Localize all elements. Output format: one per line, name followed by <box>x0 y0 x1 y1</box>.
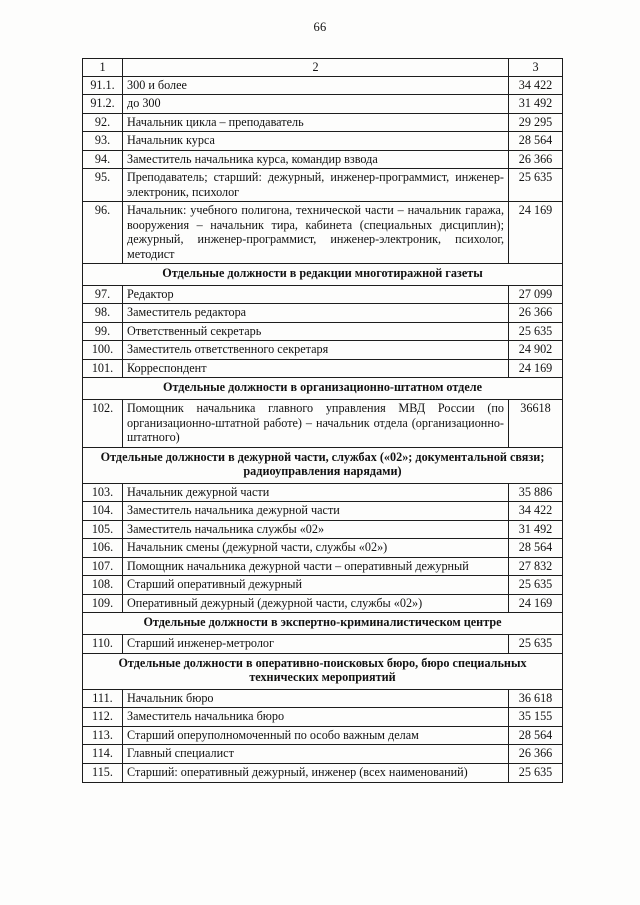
table-row <box>83 483 563 502</box>
table-row <box>83 322 563 341</box>
salary-value-cell: 28 564 <box>509 539 563 558</box>
column-header-number: 1 <box>83 59 123 77</box>
salary-value-cell: 34 422 <box>509 76 563 95</box>
salary-value-cell: 25 635 <box>509 322 563 341</box>
position-name-cell: Заместитель редактора <box>123 304 509 323</box>
table-row <box>83 576 563 595</box>
table-row <box>83 285 563 304</box>
section-title: Отдельные должности в организационно-штатном отделе <box>162 380 482 395</box>
row-number-cell: 97. <box>83 285 123 304</box>
row-number-cell: 114. <box>83 745 123 764</box>
section-title: Отдельные должности в экспертно-криминалистическом центре <box>143 615 502 630</box>
table-row <box>83 557 563 576</box>
position-name-cell: Начальник смены (дежурной части, службы «02») <box>123 539 509 558</box>
position-name-cell: Преподаватель; старший: дежурный, инженер-программист, инженер-электроник, психолог <box>123 169 509 202</box>
row-number-cell: 100. <box>83 341 123 360</box>
salary-value-cell: 25 635 <box>509 576 563 595</box>
salary-value-cell: 26 366 <box>509 745 563 764</box>
table-row <box>83 726 563 745</box>
table-row <box>83 708 563 727</box>
table-row <box>83 202 563 264</box>
salary-value-cell: 35 886 <box>509 483 563 502</box>
table-row <box>83 539 563 558</box>
salary-value-cell: 31 492 <box>509 95 563 114</box>
position-name-cell: Заместитель начальника курса, командир взвода <box>123 150 509 169</box>
salary-value-cell: 28 564 <box>509 726 563 745</box>
table-row <box>83 113 563 132</box>
table-row <box>83 763 563 782</box>
salary-table-container <box>82 58 562 783</box>
section-title: Отдельные должности в оперативно-поисковых бюро, бюро специальных технических мероприятий <box>118 655 527 685</box>
salary-value-cell: 35 155 <box>509 708 563 727</box>
salary-value-cell: 26 366 <box>509 150 563 169</box>
position-name-cell: 300 и более <box>123 76 509 95</box>
position-name-cell: Заместитель ответственного секретаря <box>123 341 509 360</box>
row-number-cell: 96. <box>83 202 123 264</box>
row-number-cell: 103. <box>83 483 123 502</box>
salary-value-cell: 31 492 <box>509 520 563 539</box>
row-number-cell: 92. <box>83 113 123 132</box>
table-row <box>83 341 563 360</box>
section-header-cell <box>83 613 563 635</box>
page-number: 66 <box>313 20 327 34</box>
row-number-cell: 110. <box>83 635 123 654</box>
position-name-cell: Главный специалист <box>123 745 509 764</box>
salary-table <box>82 58 563 783</box>
position-name-cell: Старший инженер-метролог <box>123 635 509 654</box>
row-number-cell: 95. <box>83 169 123 202</box>
salary-value-cell: 25 635 <box>509 635 563 654</box>
position-name-cell: Начальник дежурной части <box>123 483 509 502</box>
row-number-cell: 102. <box>83 400 123 448</box>
position-name-cell: Начальник бюро <box>123 689 509 708</box>
salary-value-cell: 27 832 <box>509 557 563 576</box>
section-title: Отдельные должности в дежурной части, службах («02»; документальной связи; радиоуправления нарядами) <box>100 449 545 479</box>
column-header-salary: 3 <box>509 59 563 77</box>
table-row <box>83 594 563 613</box>
position-name-cell: Начальник курса <box>123 132 509 151</box>
table-row <box>83 635 563 654</box>
table-row <box>83 502 563 521</box>
table-section-header-row <box>83 378 563 400</box>
position-name-cell: Заместитель начальника бюро <box>123 708 509 727</box>
row-number-cell: 115. <box>83 763 123 782</box>
position-name-cell: Начальник цикла – преподаватель <box>123 113 509 132</box>
row-number-cell: 99. <box>83 322 123 341</box>
table-row <box>83 150 563 169</box>
salary-table-body <box>83 59 563 783</box>
table-row <box>83 520 563 539</box>
salary-value-cell: 25 635 <box>509 169 563 202</box>
table-row <box>83 689 563 708</box>
table-row <box>83 745 563 764</box>
salary-value-cell: 36 618 <box>509 689 563 708</box>
position-name-cell: Редактор <box>123 285 509 304</box>
table-row <box>83 169 563 202</box>
row-number-cell: 108. <box>83 576 123 595</box>
position-name-cell: Начальник: учебного полигона, технической части – начальник гаража, вооружения – начальник тира, кабинета (специальных дисциплин); дежурный, инженер-программист, инженер-электроник, психолог, методист <box>123 202 509 264</box>
row-number-cell: 94. <box>83 150 123 169</box>
section-header-cell <box>83 378 563 400</box>
row-number-cell: 104. <box>83 502 123 521</box>
table-row <box>83 304 563 323</box>
row-number-cell: 112. <box>83 708 123 727</box>
row-number-cell: 107. <box>83 557 123 576</box>
row-number-cell: 113. <box>83 726 123 745</box>
table-row <box>83 359 563 378</box>
table-section-header-row <box>83 447 563 483</box>
table-row <box>83 132 563 151</box>
row-number-cell: 93. <box>83 132 123 151</box>
table-row <box>83 76 563 95</box>
table-section-header-row <box>83 613 563 635</box>
salary-value-cell: 36618 <box>509 400 563 448</box>
position-name-cell: Помощник начальника главного управления МВД России (по организационно-штатной работе) – начальник отдела (организационно-штатного) <box>123 400 509 448</box>
table-row <box>83 95 563 114</box>
position-name-cell: Заместитель начальника службы «02» <box>123 520 509 539</box>
salary-value-cell: 24 169 <box>509 359 563 378</box>
row-number-cell: 111. <box>83 689 123 708</box>
section-header-cell <box>83 447 563 483</box>
salary-value-cell: 24 902 <box>509 341 563 360</box>
section-header-cell <box>83 653 563 689</box>
table-section-header-row <box>83 264 563 286</box>
row-number-cell: 91.2. <box>83 95 123 114</box>
row-number-cell: 98. <box>83 304 123 323</box>
table-section-header-row <box>83 653 563 689</box>
position-name-cell: Заместитель начальника дежурной части <box>123 502 509 521</box>
table-column-header-row <box>83 59 563 77</box>
position-name-cell: Старший оперативный дежурный <box>123 576 509 595</box>
salary-value-cell: 34 422 <box>509 502 563 521</box>
row-number-cell: 91.1. <box>83 76 123 95</box>
salary-value-cell: 26 366 <box>509 304 563 323</box>
position-name-cell: Корреспондент <box>123 359 509 378</box>
section-header-cell <box>83 264 563 286</box>
salary-value-cell: 24 169 <box>509 594 563 613</box>
table-row <box>83 400 563 448</box>
position-name-cell: Оперативный дежурный (дежурной части, службы «02») <box>123 594 509 613</box>
row-number-cell: 105. <box>83 520 123 539</box>
position-name-cell: Старший: оперативный дежурный, инженер (всех наименований) <box>123 763 509 782</box>
salary-value-cell: 27 099 <box>509 285 563 304</box>
row-number-cell: 106. <box>83 539 123 558</box>
position-name-cell: Ответственный секретарь <box>123 322 509 341</box>
section-title: Отдельные должности в редакции многотиражной газеты <box>162 266 483 281</box>
column-header-position: 2 <box>123 59 509 77</box>
row-number-cell: 101. <box>83 359 123 378</box>
position-name-cell: Помощник начальника дежурной части – оперативный дежурный <box>123 557 509 576</box>
position-name-cell: Старший оперуполномоченный по особо важным делам <box>123 726 509 745</box>
salary-value-cell: 25 635 <box>509 763 563 782</box>
salary-value-cell: 29 295 <box>509 113 563 132</box>
salary-value-cell: 28 564 <box>509 132 563 151</box>
position-name-cell: до 300 <box>123 95 509 114</box>
row-number-cell: 109. <box>83 594 123 613</box>
salary-value-cell: 24 169 <box>509 202 563 264</box>
